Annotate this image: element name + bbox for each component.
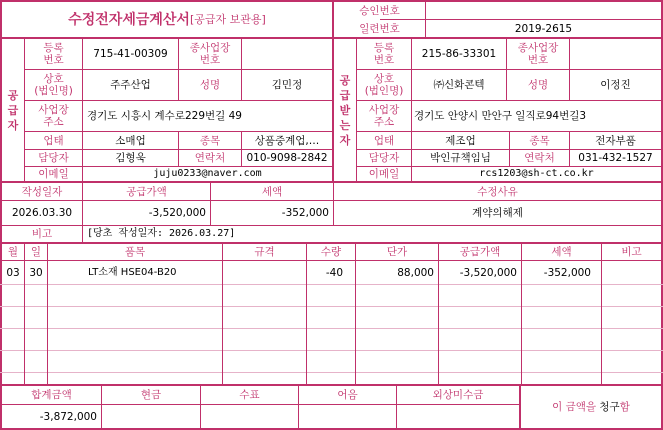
buyer-name-value: 이정진	[600, 79, 631, 91]
buyer-bizitem-label: 종목	[529, 134, 550, 147]
supplier-contact-label: 담당자	[38, 152, 69, 164]
amend-reason-value: 계약의해제	[472, 207, 523, 219]
col-month-header: 월	[7, 246, 19, 258]
buyer-contact-label: 담당자	[368, 152, 400, 164]
supplier-reg-label: 등록 번호	[43, 42, 64, 66]
supplier-company-label: 상호 (법인명)	[34, 73, 73, 97]
supplier-biztype-label: 업태	[43, 134, 64, 147]
col-day-header: 일	[30, 246, 42, 258]
total-amount-label: 합계금액	[31, 389, 72, 401]
bill-value	[299, 405, 396, 428]
supplier-contact-value: 김형욱	[115, 152, 146, 164]
buyer-company-label: 상호 (법인명)	[364, 73, 404, 97]
buyer-reg-label: 등록 번호	[373, 42, 395, 66]
claim-suffix: 함	[619, 401, 630, 413]
buyer-bizitem-value: 전자부품	[595, 134, 636, 147]
supplier-phone-value: 010-9098-2842	[246, 152, 328, 164]
col-qty-header: 수량	[320, 246, 342, 258]
note-label: 비고	[31, 228, 53, 240]
check-label: 수표	[239, 389, 260, 401]
buyer-phone-value: 031-432-1527	[578, 152, 653, 164]
supplier-email-value: juju0233@naver.com	[153, 168, 262, 179]
buyer-phone-label: 연락처	[524, 152, 555, 164]
supplier-address-value: 경기도 시흥시 계수로229번길 49	[87, 110, 242, 122]
supply-amount-label: 공급가액	[126, 185, 167, 198]
serial-number-value: 2019-2615	[514, 22, 573, 35]
buyer-side-label: 공 급 받 는 자	[339, 73, 351, 147]
col-spec-header: 규격	[254, 246, 275, 258]
date-value: 2026.03.30	[11, 207, 73, 219]
row-qty: -40	[325, 266, 343, 279]
row-price: 88,000	[397, 266, 434, 279]
invoice-title	[2, 2, 332, 37]
supplier-address-label: 사업장 주소	[38, 104, 69, 128]
approval-number-value	[426, 2, 661, 19]
buyer-biztype-value: 제조업	[445, 134, 476, 147]
cash-label: 현금	[140, 389, 162, 401]
credit-label: 외상미수금	[432, 389, 484, 401]
supplier-company-value: 주주산업	[110, 79, 151, 91]
supplier-bizitem-value: 상품중계업,…	[254, 134, 320, 147]
row-supply: -3,520,000	[459, 266, 517, 279]
supplier-phone-label: 연락처	[194, 152, 226, 164]
col-supply-header: 공급가액	[459, 246, 501, 258]
col-item-header: 품목	[124, 246, 146, 258]
buyer-address-value: 경기도 안양시 만안구 일직로94번길3	[414, 110, 587, 122]
supplier-branch-label: 종사업장 번호	[189, 42, 231, 66]
col-note-header: 비고	[621, 246, 642, 258]
serial-number-label: 일련번호	[359, 22, 400, 35]
credit-value	[397, 405, 519, 428]
tax-amount-value: -352,000	[281, 207, 329, 219]
amend-reason-label: 수정사유	[477, 185, 518, 198]
row-item: LT소재 HSE04-B20	[88, 266, 177, 278]
buyer-address-label: 사업장 주소	[368, 104, 400, 128]
supplier-reg-value: 715-41-00309	[93, 48, 168, 60]
supplier-name-label: 성명	[199, 79, 221, 91]
buyer-name-label: 성명	[527, 79, 549, 91]
supplier-biztype-value: 소매업	[115, 134, 146, 147]
note-value: [당초 작성일자: 2026.03.27]	[87, 228, 236, 239]
claim-statement	[521, 386, 661, 428]
buyer-contact-value: 박인규책임님	[430, 152, 491, 164]
supplier-email-label: 이메일	[38, 168, 69, 180]
date-label: 작성일자	[21, 185, 63, 198]
title-main: 수정전자세금계산서	[68, 11, 190, 28]
approval-number-label: 승인번호	[359, 4, 400, 17]
row-note	[602, 261, 661, 284]
supplier-bizitem-label: 종목	[199, 134, 221, 147]
buyer-biztype-label: 업태	[373, 134, 395, 147]
col-tax-header: 세액	[551, 246, 572, 258]
supply-amount-value: -3,520,000	[148, 207, 206, 219]
supplier-branch-value	[242, 39, 332, 69]
claim-word: 청구	[599, 401, 620, 413]
buyer-email-label: 이메일	[368, 168, 400, 180]
total-amount-value: -3,872,000	[39, 410, 97, 423]
buyer-branch-label: 종사업장 번호	[517, 42, 559, 66]
claim-prefix: 이 금액을	[552, 401, 597, 413]
title-subtitle: [공급자 보관용]	[189, 12, 266, 26]
bill-label: 어음	[337, 389, 358, 401]
row-spec	[223, 261, 306, 284]
cash-value	[102, 405, 200, 428]
buyer-reg-value: 215-86-33301	[421, 48, 497, 60]
tax-amount-label: 세액	[261, 185, 283, 198]
buyer-branch-value	[570, 39, 661, 69]
check-value	[201, 405, 298, 428]
supplier-side-label: 공 급 자	[7, 88, 19, 132]
row-tax: -352,000	[543, 266, 591, 279]
row-month: 03	[6, 266, 20, 279]
col-price-header: 단가	[386, 246, 408, 258]
buyer-email-value: rcs1203@sh-ct.co.kr	[479, 168, 594, 179]
supplier-name-value: 김민정	[271, 79, 303, 91]
buyer-company-value: ㈜신화콘텍	[433, 79, 485, 91]
row-day: 30	[29, 266, 43, 279]
